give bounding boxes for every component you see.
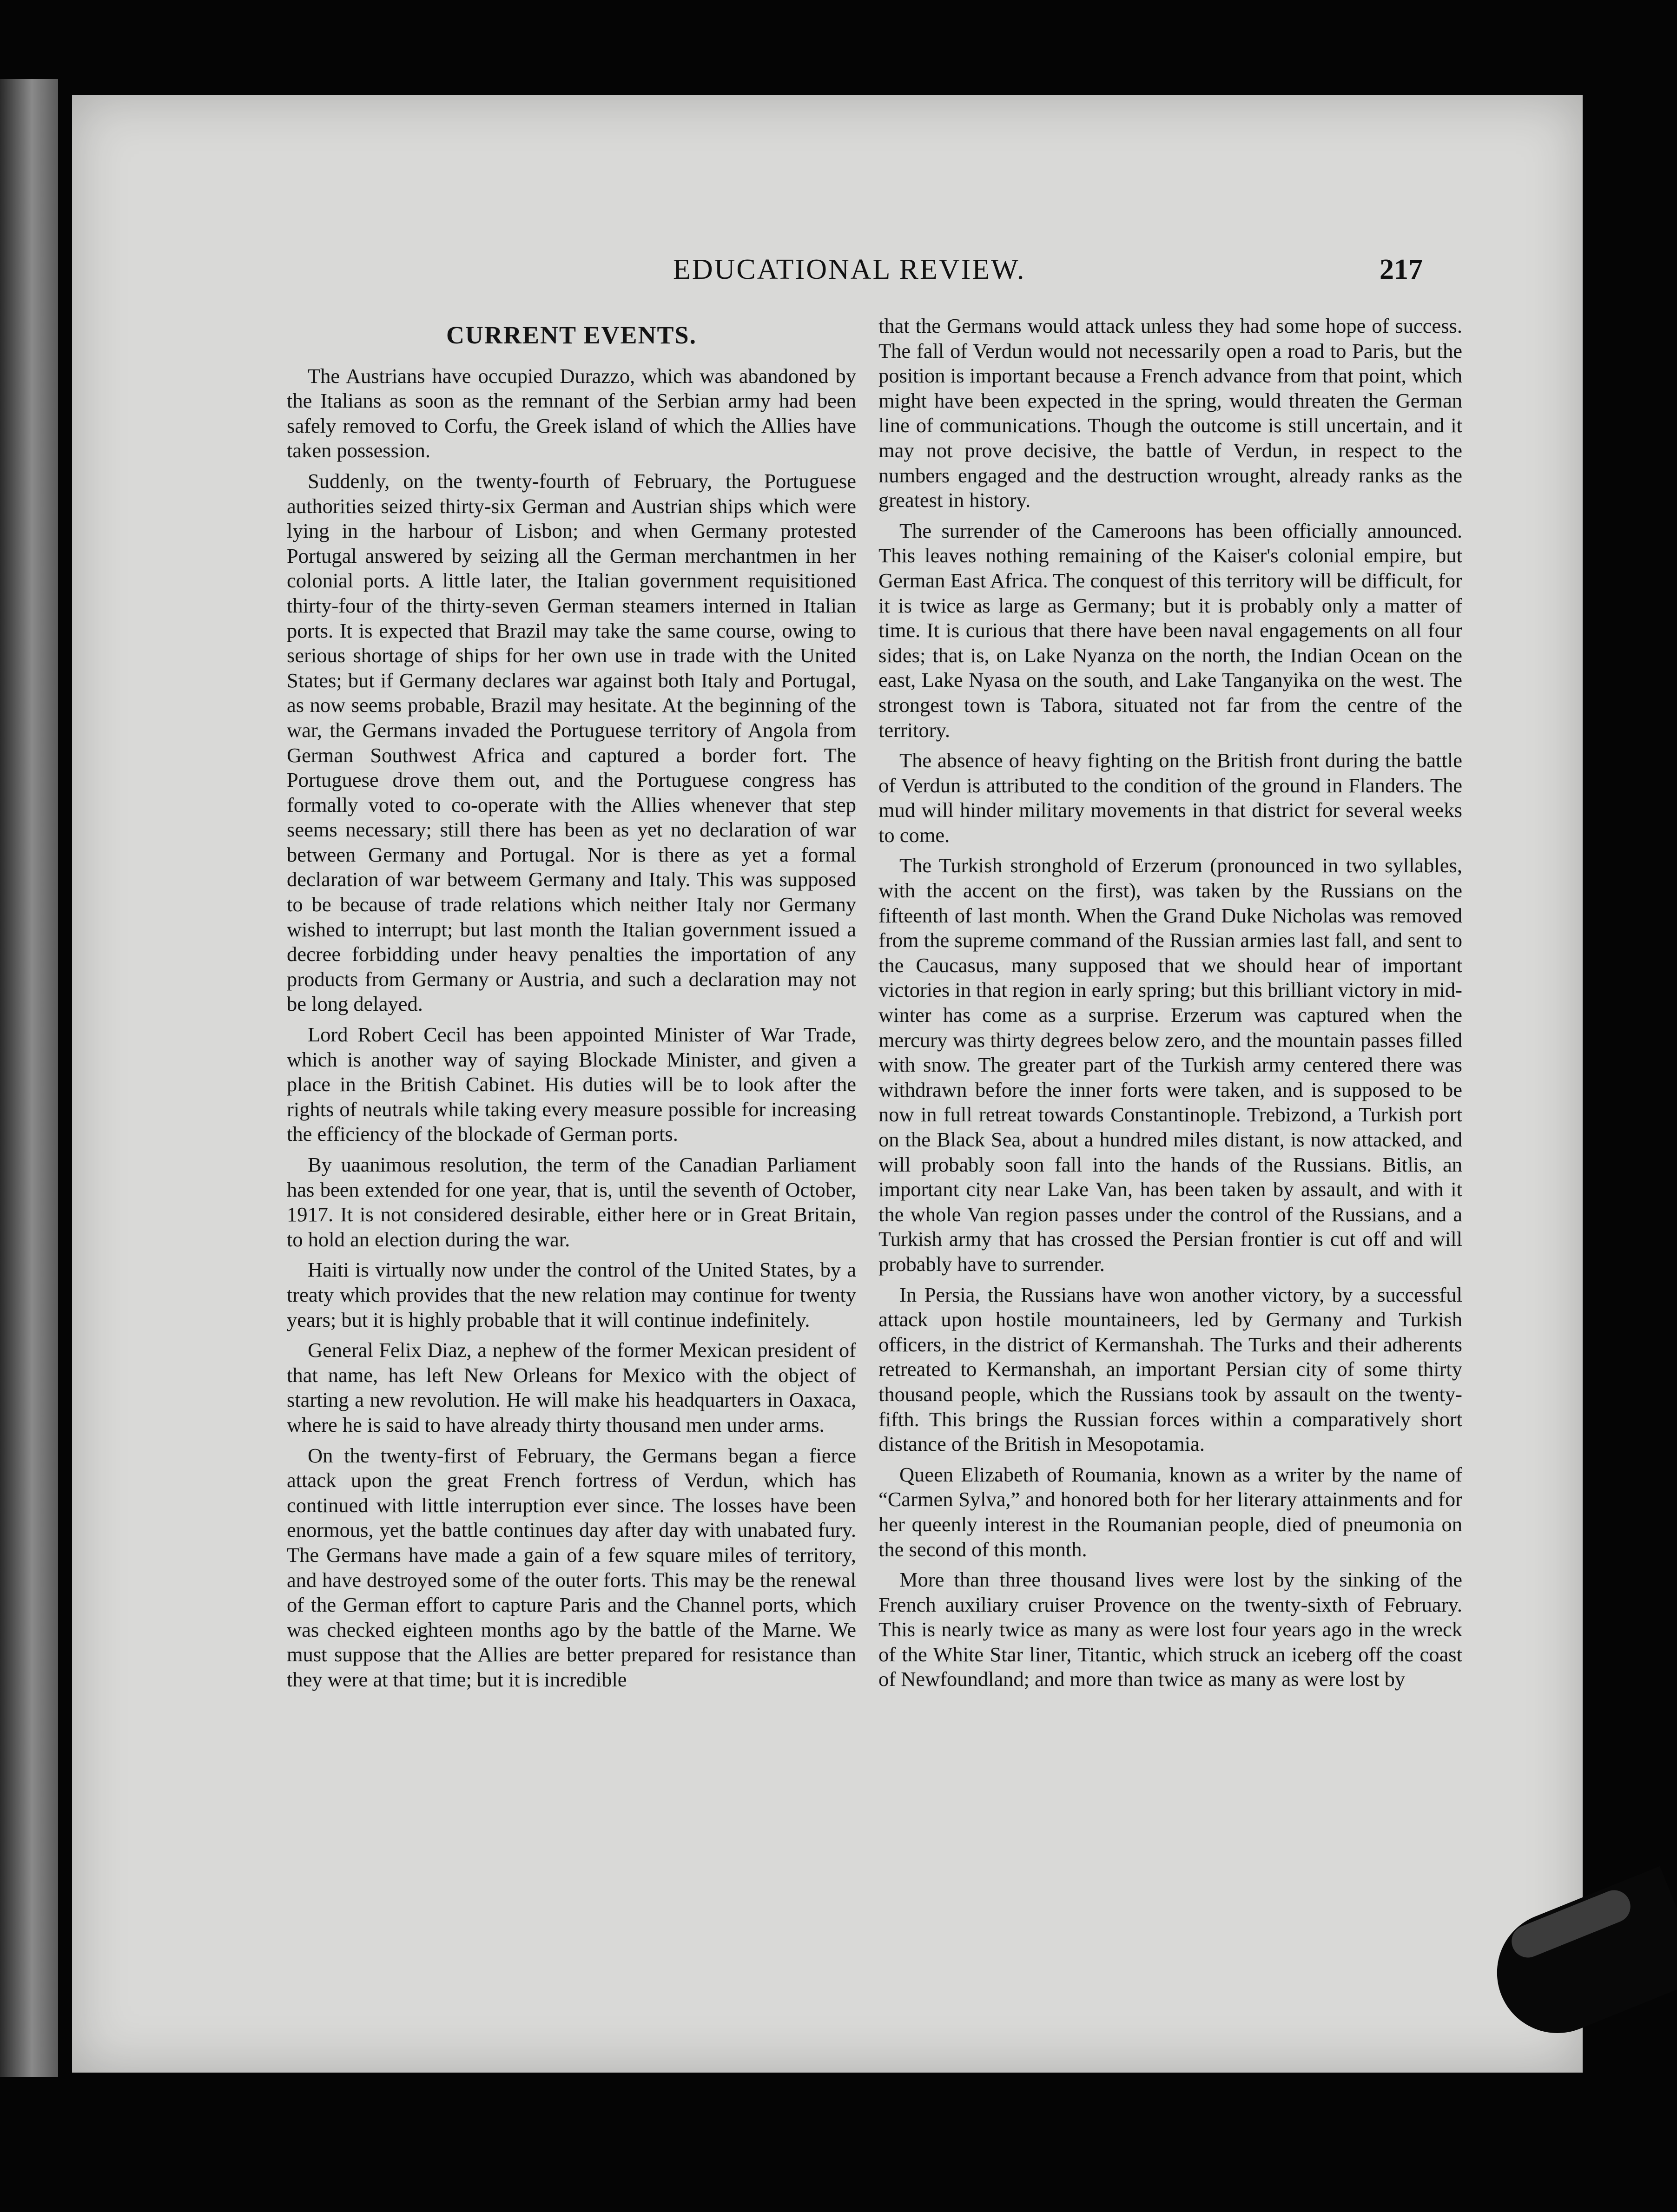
paragraph-cameroons: The surrender of the Cameroons has been officially announced. This leaves nothing remaining of the Kaiser's colonial empire, but German East Africa. The conquest of this territory will be difficult, for it is twice as large as Germany; but it is probably only a matter of time. It is curious that there have been naval engagements on all four sides; that is, on Lake Nyanza on the north, the Indian Ocean on the east, Lake Nyasa on the south, and Lake Tanganyika on the west. The strongest town is Tabora, situated not far from the centre of the territory. (878, 519, 1462, 742)
paragraph-verdun: On the twenty-first of February, the Germans began a fierce attack upon the great French fortress of Verdun, which has continued with little interruption ever since. The losses have been enormous, yet the battle continues day after day with unabated fury. The Germans have made a gain of a few square miles of territory, and have destroyed some of the outer forts. This may be the renewal of the German effort to capture Paris and the Channel ports, which was checked eighteen months ago by the battle of the Marne. We must suppose that the Allies are better prepared for resistance than they were at that time; but it is incredible (287, 1443, 856, 1691)
paragraph-persia: In Persia, the Russians have won another victory, by a successful attack upon hostile mountaineers, led by Germany and Turkish officers, in the district of Kermanshah. The Turks and their adherents retreated to Kermanshah, an important Persian city of some thirty thousand people, which the Russians took by assault on the twenty-fifth. This brings the Russian forces within a comparatively short distance of the British in Mesopotamia. (878, 1283, 1462, 1456)
paragraph-queen-elizabeth: Queen Elizabeth of Roumania, known as a writer by the name of “Carmen Sylva,” and honored both for her literary attainments and for her queenly interest in the Roumanian people, died of pneumonia on the second of this month. (878, 1462, 1462, 1561)
paragraph-felix-diaz: General Felix Diaz, a nephew of the former Mexican president of that name, has left New Orleans for Mexico with the object of starting a new revolution. He will make his headquarters in Oaxaca, where he is said to have already thirty thousand men under arms. (287, 1338, 856, 1436)
right-column (878, 314, 1462, 1698)
journal-title: EDUCATIONAL REVIEW. (673, 254, 1026, 285)
paragraph-provence: More than three thousand lives were lost by the sinking of the French auxiliary cruiser Provence on the twenty-sixth of February. This is nearly twice as many as were lost four years ago in the wreck of the White Star liner, Titantic, which struck an iceberg off the coast of Newfoundland; and more than twice as many as were lost by (878, 1568, 1462, 1691)
paragraph-robert-cecil: Lord Robert Cecil has been appointed Minister of War Trade, which is another way of saying Blockade Minister, and given a place in the British Cabinet. His duties will be to look after the rights of neutrals while taking every measure possible for increasing the efficiency of the blockade of German ports. (287, 1023, 856, 1146)
adjacent-page-edge (0, 79, 58, 2077)
paragraph-verdun-continued: that the Germans would attack unless they had some hope of success. The fall of Verdun would not necessarily open a road to Paris, but the position is important because a French advance from that point, which might have been expected in the spring, would threaten the German line of communications. Though the outcome is still uncertain, and it may not prove decisive, the battle of Verdun, in respect to the numbers engaged and the destruction wrought, already ranks as the greatest in history. (878, 314, 1462, 512)
running-header (0, 253, 1677, 300)
left-column (287, 318, 856, 1698)
paragraph-durazzo: The Austrians have occupied Durazzo, which was abandoned by the Italians as soon as the remnant of the Serbian army had been safely removed to Corfu, the Greek island of which the Allies have taken possession. (287, 364, 856, 462)
paragraph-haiti: Haiti is virtually now under the control of the United States, by a treaty which provides that the new relation may continue for twenty years; but it is highly probable that it will continue indefinitely. (287, 1258, 856, 1331)
paragraph-portugal-ships: Suddenly, on the twenty-fourth of February, the Portuguese authorities seized thirty-six German and Austrian ships which were lying in the harbour of Lisbon; and when Germany protested Portugal answered by seizing all the German merchantmen in her colonial ports. A little later, the Italian government requisitioned thirty-four of the thirty-seven German steamers interned in Italian ports. It is expected that Brazil may take the same course, owing to serious shortage of ships for her own use in trade with the United States; but if Germany declares war against both Italy and Portugal, as now seems probable, Brazil may hesitate. At the beginning of the war, the Germans invaded the Portuguese territory of Angola from German Southwest Africa and captured a border fort. The Portuguese drove them out, and the Portuguese congress has formally voted to co-operate with the Allies whenever that step seems necessary; still there has been as yet no declaration of war between Germany and Portugal. Nor is there as yet a formal declaration of war betweem Germany and Italy. This was supposed to be because of trade relations which neither Italy nor Germany wished to interrupt; but last month the Italian government issued a decree forbidding under heavy penalties the importation of any products from Germany or Austria, and such a declaration may not be long delayed. (287, 469, 856, 1016)
paragraph-erzerum: The Turkish stronghold of Erzerum (pronounced in two syllables, with the accent on the first), was taken by the Russians on the fifteenth of last month. When the Grand Duke Nicholas was removed from the supreme command of the Russian armies last fall, and sent to the Caucasus, many supposed that we should hear of important victories in that region in early spring; but this brilliant victory in mid-winter has come as a surprise. Erzerum was captured when the mercury was thirty degrees below zero, and the mountain passes filled with snow. The greater part of the Turkish army centered there was withdrawn before the inner forts were taken, and is supposed to be now in full retreat towards Constantinople. Trebizond, a Turkish port on the Black Sea, about a hundred miles distant, is now attacked, and will probably soon fall into the hands of the Russians. Bitlis, an important city near Lake Van, has been taken by assault, and with it the whole Van region passes under the control of the Russians, and a Turkish army that has crossed the Persian frontier is cut off and will probably have to surrender. (878, 854, 1462, 1276)
paragraph-british-front: The absence of heavy fighting on the British front during the battle of Verdun is attributed to the condition of the ground in Flanders. The mud will hinder military movements in that district for several weeks to come. (878, 749, 1462, 847)
paragraph-canadian-parliament: By uaanimous resolution, the term of the Canadian Parliament has been extended for one year, that is, until the seventh of October, 1917. It is not considered desirable, either here or in Great Britain, to hold an election during the war. (287, 1153, 856, 1251)
page-number: 217 (1380, 254, 1423, 285)
article-heading: CURRENT EVENTS. (446, 321, 697, 349)
